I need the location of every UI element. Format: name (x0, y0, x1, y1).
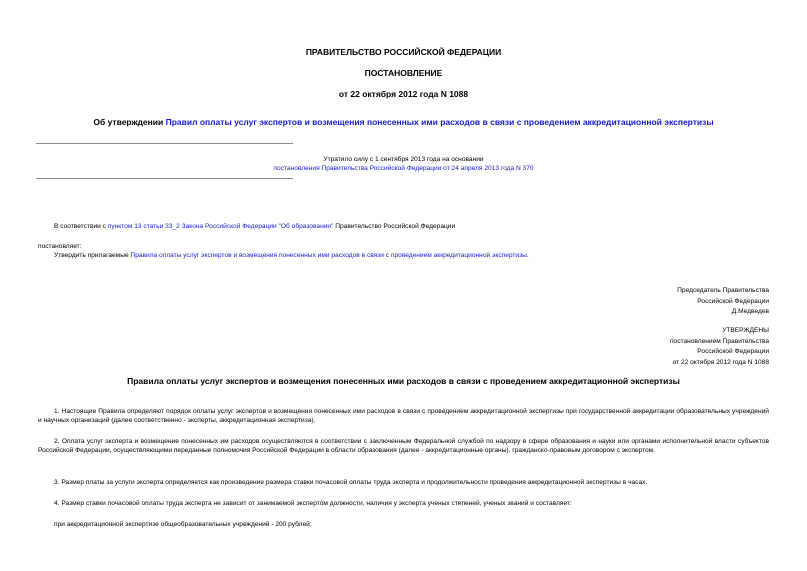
approval-line2: постановлением Правительства (669, 337, 769, 345)
title-rules-link[interactable]: Правил оплаты услуг экспертов и возмещения понесенных ими расходов в связи с проведением аккредитационной экспертизы (165, 117, 714, 127)
divider-top (36, 143, 293, 144)
rules-paragraph-5: при аккредитационной экспертизе общеобразовательных учреждений - 200 рублей; (54, 521, 312, 528)
approval-line4: от 22 октября 2012 года N 1088 (672, 358, 769, 366)
preamble-prefix: В соответствии с (54, 223, 108, 230)
preamble-line (54, 222, 455, 231)
document-title (0, 117, 807, 127)
law-article-link[interactable]: пунктом 13 статьи 33_2 Закона Российской Федерации "Об образовании" (107, 223, 334, 230)
preamble-suffix: Правительство Российской Федерации (333, 223, 456, 230)
status-note-line1: Утратило силу с 1 сентября 2013 года на основании (323, 156, 484, 163)
rules-paragraph-3: 3. Размер платы за услуги эксперта определяется как произведение размера ставки почасовой оплаты труда эксперта и продолжительности проведения аккредитационной экспертизы в часах. (54, 479, 648, 486)
approve-line (54, 251, 529, 260)
approve-suffix: . (526, 252, 529, 259)
approval-line1: УТВЕРЖДЕНЫ (722, 327, 769, 334)
title-prefix: Об утверждении (93, 117, 166, 127)
signature-line2: Российской Федерации (697, 297, 769, 305)
approval-block (670, 326, 769, 368)
approve-prefix: Утвердить прилагаемые (54, 252, 131, 259)
rules-title: Правила оплаты услуг экспертов и возмещения понесенных ими расходов в связи с проведением аккредитационной экспертизы (127, 376, 680, 386)
signature-block (677, 286, 769, 318)
government-heading: ПРАВИТЕЛЬСТВО РОССИЙСКОЙ ФЕДЕРАЦИИ (305, 47, 502, 57)
approved-rules-link[interactable]: Правила оплаты услуг экспертов и возмещения понесенных ими расходов в связи с проведением аккредитационной экспертизы (130, 252, 527, 259)
signature-line1: Председатель Правительства (677, 287, 769, 294)
decrees-word: постановляет: (38, 243, 82, 250)
rules-paragraph-1: 1. Настоящие Правила определяют порядок оплаты услуг экспертов и возмещения понесенных ими расходов в связи с проведением аккредитационной экспертизы при государственной аккредитации образовательных учреждений и научных организаций (далее соответственно - эксперты, аккредитационная экспертиза). (38, 408, 769, 425)
document-date-number: от 22 октября 2012 года N 1088 (338, 89, 469, 99)
signature-line3: Д.Медведев (731, 308, 769, 315)
rules-paragraph-2: 2. Оплата услуг эксперта и возмещение понесенных им расходов осуществляются в соответствии с заключенным Федеральной службой по надзору в сфере образования и науки или органами исполнительной власти субъектов Российской Федерации, осуществляющими переданные полномочия Российской Федерации в области образования (далее - аккредитационные органы), гражданско-правовым договором с экспертом. (38, 438, 769, 455)
rules-paragraph-4: 4. Размер ставки почасовой оплаты труда эксперта не зависит от занимаемой экспертом должности, наличия у эксперта ученых степеней, ученых званий и составляет: (54, 500, 572, 507)
divider-bottom (36, 178, 293, 179)
repeal-decree-link[interactable]: постановления Правительства Российской Федерации от 24 апреля 2013 года N 370 (273, 165, 534, 172)
approval-line3: Российской Федерации (697, 348, 769, 355)
document-type-heading: ПОСТАНОВЛЕНИЕ (364, 68, 443, 78)
